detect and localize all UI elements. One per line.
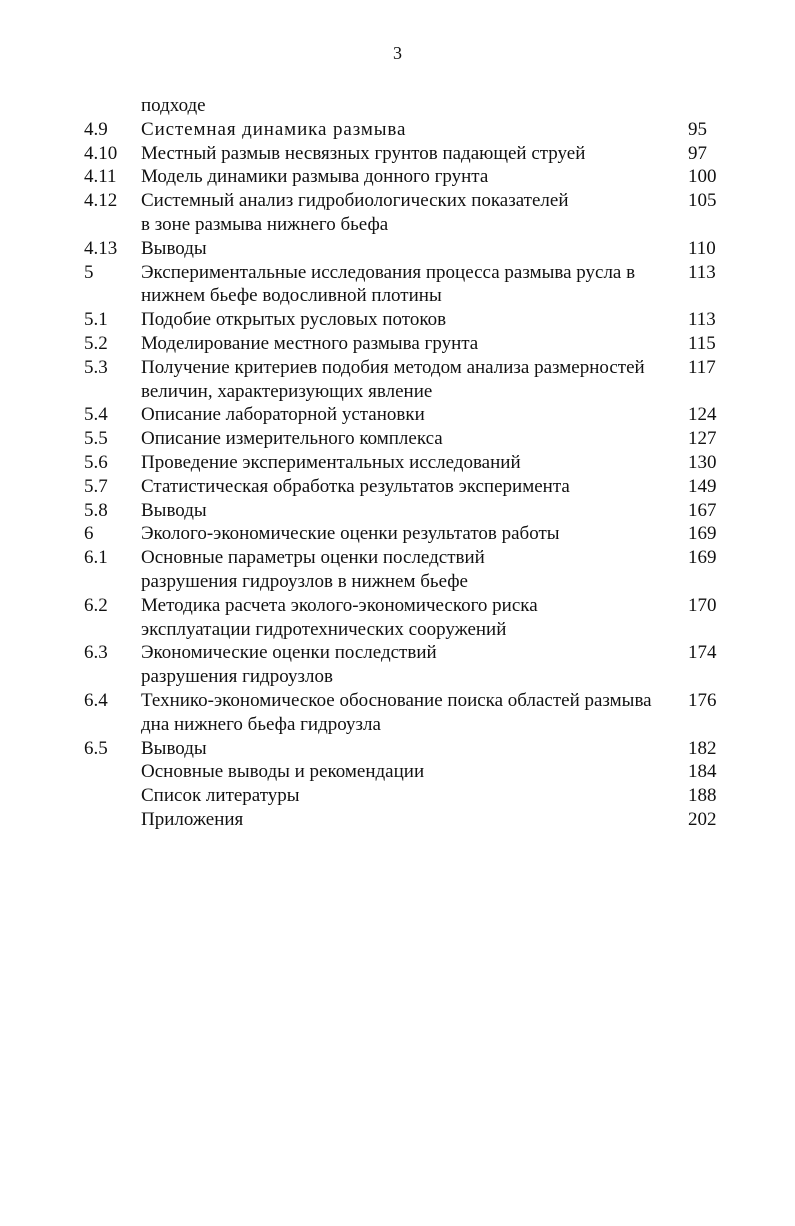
toc-row [0,760,795,784]
toc-section-title: Эколого-экономические оценки результатов работы [141,523,560,545]
toc-section-title: Получение критериев подобия методом анализа размерностей величин, характеризующих явление [141,356,645,402]
toc-section-title: Экономические оценки последствий разрушения гидроузлов [141,642,437,688]
toc-section-title: Приложения [141,808,244,830]
toc-row [0,308,795,332]
toc-page-number: 176 [688,689,717,711]
toc-section-title: Проведение экспериментальных исследований [141,451,521,473]
toc-row [0,332,795,356]
toc-page-number: 113 [688,309,716,331]
toc-section-number: 5.5 [84,428,108,450]
toc-page-number: 100 [688,166,717,188]
toc-page-number: 182 [688,737,717,759]
toc-section-title: Местный размыв несвязных грунтов падающей струей [141,142,586,164]
toc-section-number: 5.2 [84,332,108,354]
toc-section-number: 5.7 [84,475,108,497]
toc-page-number: 130 [688,451,717,473]
toc-section-number: 5.1 [84,309,108,331]
toc-row [0,522,795,546]
toc-section-title: Моделирование местного размыва грунта [141,332,479,354]
toc-row [0,499,795,523]
toc-page-number: 97 [688,142,707,164]
toc-section-number: 5.6 [84,451,108,473]
toc-page-number: 149 [688,475,717,497]
toc-page-number: 117 [688,356,716,378]
toc-section-number: 6 [84,523,94,545]
toc-section-title: Описание измерительного комплекса [141,428,443,450]
toc-row [0,475,795,499]
toc-section-title: подходе [141,95,206,116]
toc-section-title: Статистическая обработка результатов эксперимента [141,475,570,497]
toc-section-title: Список литературы [141,785,300,807]
toc-section-number: 5.8 [84,499,108,521]
toc-row [0,451,795,475]
toc-row [0,594,795,642]
toc-row [0,356,795,404]
toc-section-title: Выводы [141,737,207,759]
toc-section-title: Подобие открытых русловых потоков [141,309,447,331]
toc-section-title: Экспериментальные исследования процесса размыва русла в нижнем бьефе водосливной плотины [141,261,636,307]
toc-section-title: Выводы [141,237,207,259]
toc-section-title: Модель динамики размыва донного грунта [141,166,489,188]
toc-section-number: 4.9 [84,118,108,140]
toc-page-number: 202 [688,808,717,830]
toc-page-number: 167 [688,499,717,521]
toc-section-number: 4.13 [84,237,118,259]
toc-page-number: 113 [688,261,716,283]
toc-section-title: Системный анализ гидробиологических показателей в зоне размыва нижнего бьефа [141,190,569,235]
toc-page-number: 127 [688,428,717,450]
table-of-contents [0,94,795,832]
toc-section-number: 6.4 [84,689,108,711]
toc-section-number: 5.3 [84,356,108,378]
toc-section-number: 6.1 [84,547,108,569]
toc-section-number: 4.12 [84,190,118,212]
toc-row [0,641,795,689]
toc-page-number: 95 [688,118,707,140]
toc-section-number: 5.4 [84,404,108,426]
toc-section-number: 6.2 [84,594,108,616]
toc-row [0,737,795,761]
toc-section-number: 4.10 [84,142,118,164]
toc-page-number: 169 [688,523,717,545]
toc-section-title: Основные параметры оценки последствий разрушения гидроузлов в нижнем бьефе [141,547,485,592]
toc-page-number: 169 [688,547,717,569]
toc-row [0,261,795,309]
toc-section-number: 6.5 [84,737,108,759]
toc-row [0,808,795,832]
toc-row [0,165,795,189]
toc-page-number: 188 [688,785,717,807]
toc-section-title: Основные выводы и рекомендации [141,761,425,783]
toc-row [0,142,795,166]
toc-row [0,118,795,142]
toc-section-title: Выводы [141,499,207,521]
toc-row [0,94,795,118]
toc-row [0,546,795,594]
toc-section-title: Технико-экономическое обоснование поиска областей размыва дна нижнего бьефа гидроузла [141,689,652,735]
toc-page-number: 174 [688,642,717,664]
toc-row [0,689,795,737]
toc-section-title: Описание лабораторной установки [141,404,425,426]
toc-page-number: 184 [688,761,717,783]
toc-row [0,403,795,427]
toc-page-number: 170 [688,594,717,616]
toc-page-number: 110 [688,237,716,259]
toc-row [0,427,795,451]
toc-section-title: Системная динамика размыва [141,118,407,140]
toc-section-number: 5 [84,261,94,283]
toc-section-number: 4.11 [84,166,117,188]
toc-row [0,237,795,261]
toc-section-title: Методика расчета эколого-экономического риска эксплуатации гидротехнических сооружений [141,594,538,640]
toc-page-number: 124 [688,404,717,426]
toc-row [0,189,795,237]
page-number: 3 [393,43,402,63]
toc-page-number: 105 [688,190,717,212]
toc-page-number: 115 [688,332,716,354]
toc-row [0,784,795,808]
toc-section-number: 6.3 [84,642,108,664]
